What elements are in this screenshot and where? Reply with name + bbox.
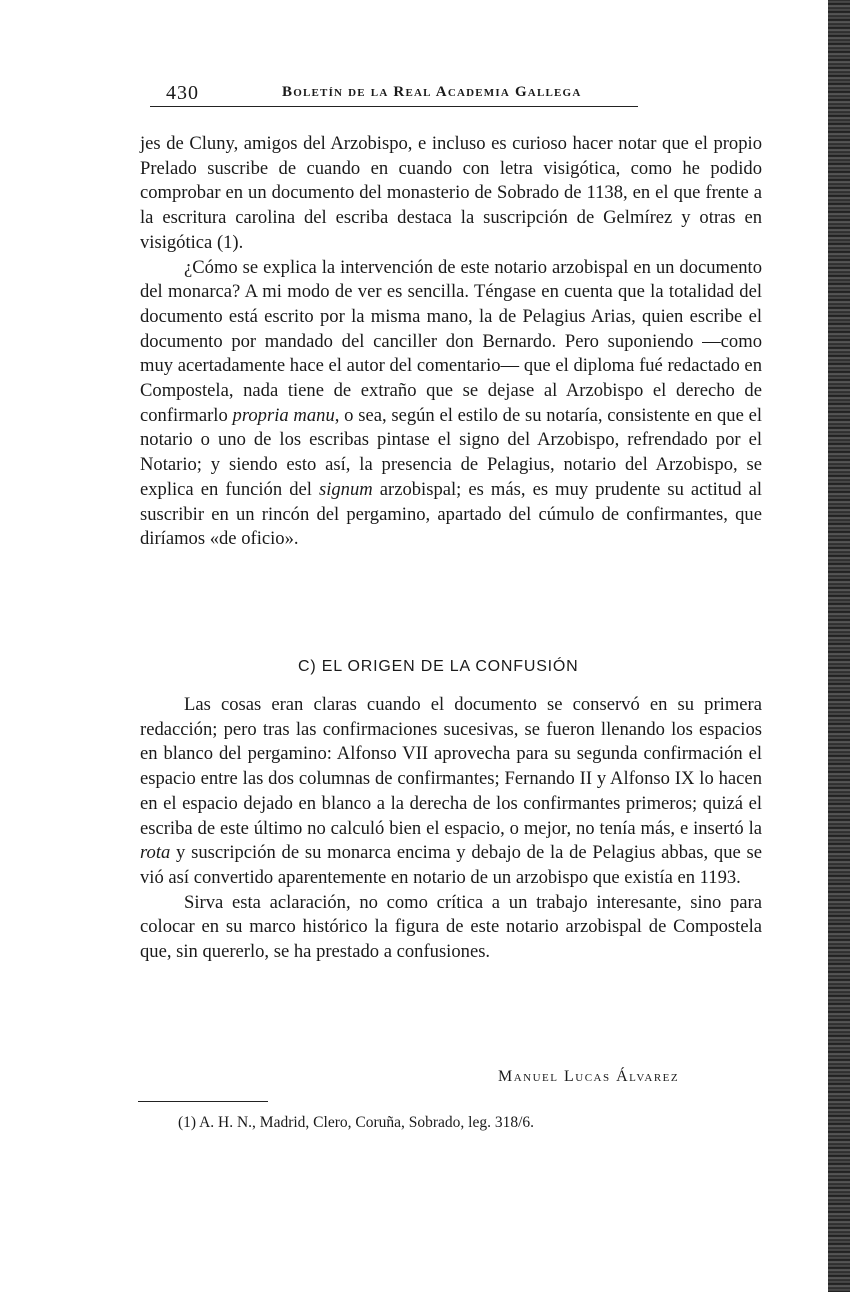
page-number: 430 (166, 82, 199, 104)
paragraph-3-text-1: Las cosas eran claras cuando el documento se conservó en su primera redacción; pero tras las confirmaciones sucesivas, se fueron llenando los espacios en blanco del pergamino: Alfonso VII aprovecha para su segunda confirmación el espacio entre las dos columnas de confirmantes; Fernando II y Alfonso IX lo hacen en el espacio dejado en blanco a la derecha de los confirmantes primeros; quizá el escriba de este último no calculó bien el espacio, o mejor, no tenía más, e insertó la (140, 694, 762, 839)
paragraph-1: jes de Cluny, amigos del Arzobispo, e incluso es curioso hacer notar que el propio Prelado suscribe de cuando en cuando con letra visigótica, como he podido comprobar en un documento del monasterio de Sobrado de 1138, en el que frente a la escritura carolina del escriba destaca la suscripción de Gelmírez y otras en visigótica (1). (140, 133, 762, 253)
scan-page-edge (828, 0, 850, 1292)
paragraph-2-italic-2: signum (318, 478, 373, 500)
body-text-lower (140, 693, 762, 965)
paragraph-2-text-1: ¿Cómo se explica la intervención de este notario arzobispal en un documento del monarca? A mi modo de ver es sencilla. Téngase en cuenta que la totalidad del documento está escrito por la misma mano, la de Pelagius Arias, quien escribe el documento por mandado del canciller don Bernardo. Pero suponiendo —como muy acertadamente hace el autor del comentario— que el diploma fué redactado en Compostela, nada tiene de extraño que se dejase al Arzobispo el derecho de confirmarlo (140, 256, 762, 426)
page-header (150, 78, 638, 107)
running-title: Boletín de la Real Academia Gallega (282, 84, 582, 100)
paragraph-3-italic: rota (140, 842, 171, 864)
section-heading: C) EL ORIGEN DE LA CONFUSIÓN (298, 658, 579, 675)
footnote-divider (138, 1101, 268, 1102)
paragraph-3 (140, 693, 762, 891)
paragraph-2-text-2: , o sea, según el estilo de su notaría, consistente en que el notario o uno de los escribas pintase el signo del Arzobispo, refrendado por el Notario; y siendo esto así, la presencia de Pelagius, notario del Arzobispo, se explica en función del (140, 404, 762, 500)
body-text-upper (140, 132, 762, 552)
author-signature: Manuel Lucas Álvarez (498, 1068, 680, 1085)
footnote: (1) A. H. N., Madrid, Clero, Coruña, Sobrado, leg. 318/6. (178, 1114, 535, 1131)
paragraph-4: Sirva esta aclaración, no como crítica a un trabajo interesante, sino para colocar en su marco histórico la figura de este notario arzobispal de Compostela que, sin quererlo, se ha prestado a confusiones. (140, 891, 762, 963)
paragraph-3-text-2: y suscripción de su monarca encima y debajo de la de Pelagius abbas, que se vió así convertido aparentemente en notario de un arzobispo que existía en 1193. (140, 842, 762, 888)
paragraph-2-italic-1: propria manu (232, 404, 335, 426)
paragraph-2-text-3: arzobispal; es más, es muy prudente su actitud al suscribir en un rincón del pergamino, apartado del cúmulo de confirmantes, que diríamos «de oficio». (140, 478, 762, 550)
paragraph-2 (140, 256, 762, 552)
